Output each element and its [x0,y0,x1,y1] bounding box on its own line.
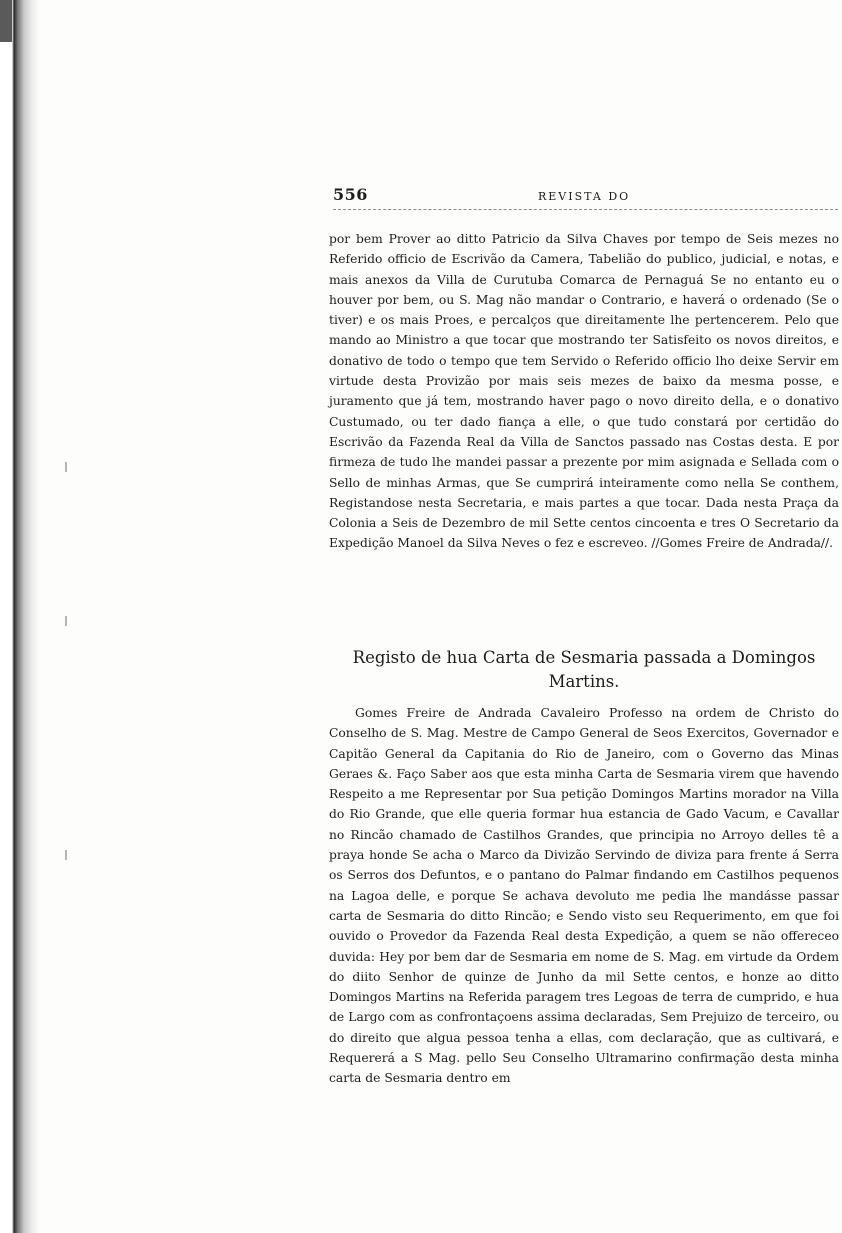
page-header [333,183,838,215]
margin-mark [65,850,67,860]
book-spine-shadow [0,0,40,1233]
body-paragraph-continuation: por bem Prover ao ditto Patricio da Silva Chaves por tempo de Seis mezes no Referido officio de Escrivão da Camera, Tabelião do publico, judicial, e notas, e mais anexos da Villa de Curutuba Comarca de Pernaguá Se no entanto eu o houver por bem, ou S. Mag não mandar o Contrario, e haverá o ordenado (Se o tiver) e os mais Proes, e percalços que direitamente lhe pertencerem. Pelo que mando ao Ministro a que tocar que mostrando ter Satisfeito os novos direitos, e donativo de todo o tempo que tem Servido o Referido officio lho deixe Servir em virtude desta Provizão por mais seis mezes de baixo da mesma posse, e juramento que já tem, mostrando haver pago o novo direito della, e o donativo Custumado, ou ter dado fiança a elle, o que tudo constará por certidão do Escrivão da Fazenda Real da Villa de Sanctos passado nas Costas desta. E por firmeza de tudo lhe mandei passar a prezente por mim asignada e Sellada com o Sello de minhas Armas, que Se cumprirá inteiramente como nella Se conthem, Registandose nesta Secretaria, e mais partes a que tocar. Dada nesta Praça da Colonia a Seis de Dezembro de mil Sette centos cincoenta e tres O Secretario da Expedição Manoel da Silva Neves o fez e escreveo. //Gomes Freire de Andrada//. [329,232,839,551]
header-rule [333,209,838,210]
running-head: REVISTA DO [538,190,631,203]
margin-mark [65,462,67,472]
section-title: Registo de hua Carta de Sesmaria passada a Domingos Martins. [352,648,816,691]
margin-mark [65,616,67,626]
spine-dark-mark [0,0,12,42]
page-number: 556 [333,185,368,204]
body-paragraph-carta: Gomes Freire de Andrada Cavaleiro Professo na ordem de Christo do Conselho de S. Mag. Mestre de Campo General de Seos Exercitos, Governador e Capitão General da Capitania do Rio de Janeiro, com o Governo das Minas Geraes &. Faço Saber aos que esta minha Carta de Sesmaria virem que havendo Respeito a me Representar por Sua petição Domingos Martins morador na Villa do Rio Grande, que elle queria formar hua estancia de Gado Vacum, e Cavallar no Rincão chamado de Castilhos Grandes, que principia no Arroyo delles tê a praya honde Se acha o Marco da Divizão Servindo de diviza para frente á Serra os Serros dos Defuntos, e o pantano do Palmar findando em Castilhos pequenos na Lagoa delle, e porque Se achava devoluto me pedia lhe mandásse passar carta de Sesmaria do ditto Rincão; e Sendo visto seu Requerimento, em que foi ouvido o Provedor da Fazenda Real desta Expedição, a quem se não offereceo duvida: Hey por bem dar de Sesmaria em nome de S. Mag. em virtude da Ordem do diito Senhor de quinze de Junho da mil Sette centos, e honze ao ditto Domingos Martins na Referida paragem tres Legoas de terra de cumprido, e hua de Largo com as confrontaçoens assima declaradas, Sem Prejuizo de terceiro, ou do direito que algua pessoa tenha a ellas, com declaração, que as cultivará, e Requererá a S Mag. pello Seu Conselho Ultramarino confirmação desta minha carta de Sesmaria dentro em [329,706,839,1086]
